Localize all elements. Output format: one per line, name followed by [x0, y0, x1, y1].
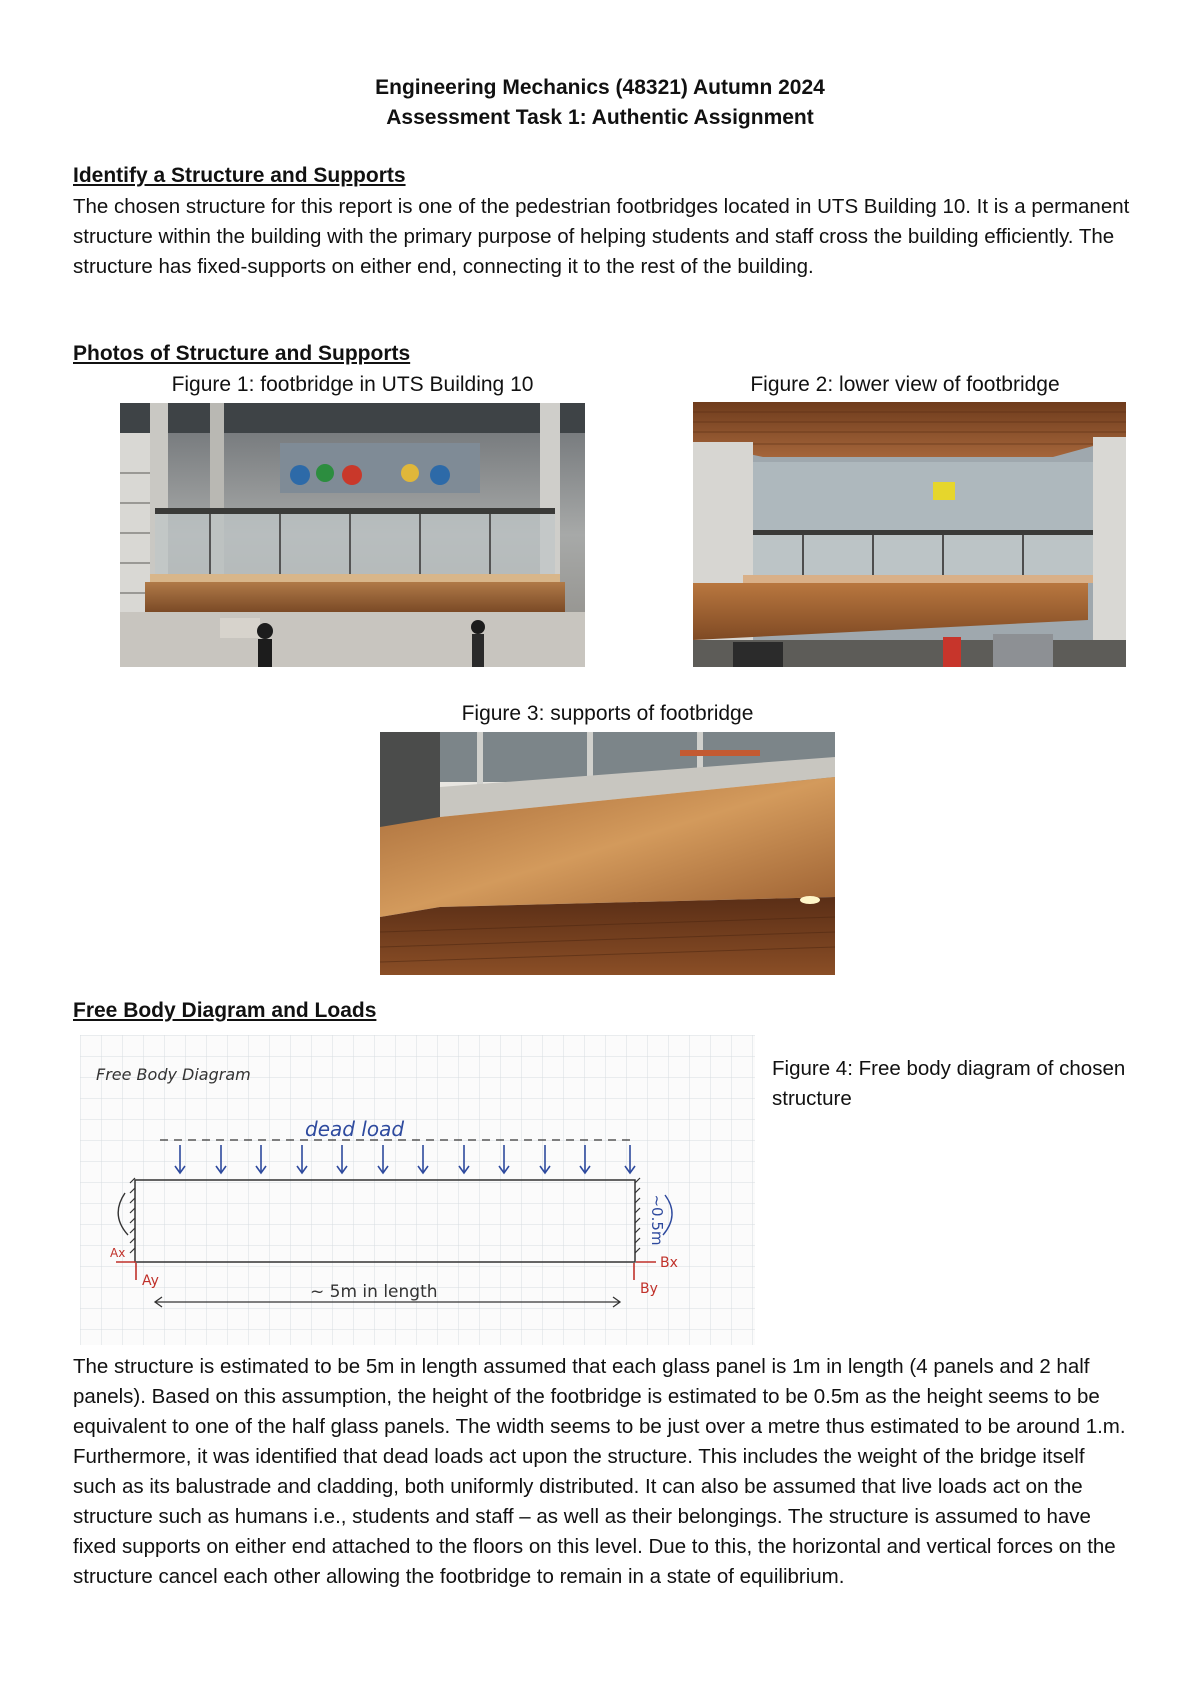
ax-label: Ax [110, 1246, 126, 1260]
length-label: ~ 5m in length [310, 1282, 438, 1302]
free-body-diagram [80, 1035, 755, 1345]
figure2-caption: Figure 2: lower view of footbridge [750, 373, 1060, 396]
document-subtitle: Assessment Task 1: Authentic Assignment [386, 106, 814, 129]
section-heading-photos: Photos of Structure and Supports [73, 342, 411, 365]
section-heading-structure: Identify a Structure and Supports [73, 164, 406, 187]
figure3-photo [380, 732, 835, 975]
loads-paragraph: The structure is estimated to be 5m in length assumed that each glass panel is 1m in length (4 panels and 2 half panels). Based on this assumption, the height of the footbridge is estimated to be 0.5m as the height seems to be equivalent to one of the half glass panels. The width seems to be just over a metre thus estimated to be around 1.m. Furthermore, it was identified that dead loads act upon the structure. This includes the weight of the bridge itself such as its balustrade and cladding, both uniformly distributed. It can also be assumed that live loads act on the structure such as humans i.e., students and staff – as well as their belongings. The structure is assumed to have fixed supports on either end attached to the floors on this level. Due to this, the horizontal and vertical forces on the structure cancel each other allowing the footbridge to remain in a state of equilibrium. [73, 1355, 1126, 1588]
figure1-caption: Figure 1: footbridge in UTS Building 10 [171, 373, 534, 396]
by-label: By [640, 1281, 658, 1297]
section-heading-fbd: Free Body Diagram and Loads [73, 999, 377, 1022]
figure2-photo [693, 402, 1126, 667]
figure3-caption: Figure 3: supports of footbridge [461, 702, 754, 725]
figure4-caption: Figure 4: Free body diagram of chosen structure [772, 1057, 1126, 1110]
figure1-photo [120, 403, 585, 667]
height-label: ~0.5m [648, 1194, 666, 1246]
bx-label: Bx [660, 1255, 678, 1271]
document-title: Engineering Mechanics (48321) Autumn 2024 [375, 76, 825, 99]
ay-label: Ay [142, 1273, 159, 1289]
fbd-title: Free Body Diagram [96, 1065, 251, 1084]
structure-paragraph: The chosen structure for this report is one of the pedestrian footbridges located in UTS Building 10. It is a permanent structure within the building with the primary purpose of helping students and staff cross the building efficiently. The structure has fixed-supports on either end, connecting it to the rest of the building. [73, 195, 1130, 278]
dead-load-label: dead load [305, 1117, 405, 1141]
